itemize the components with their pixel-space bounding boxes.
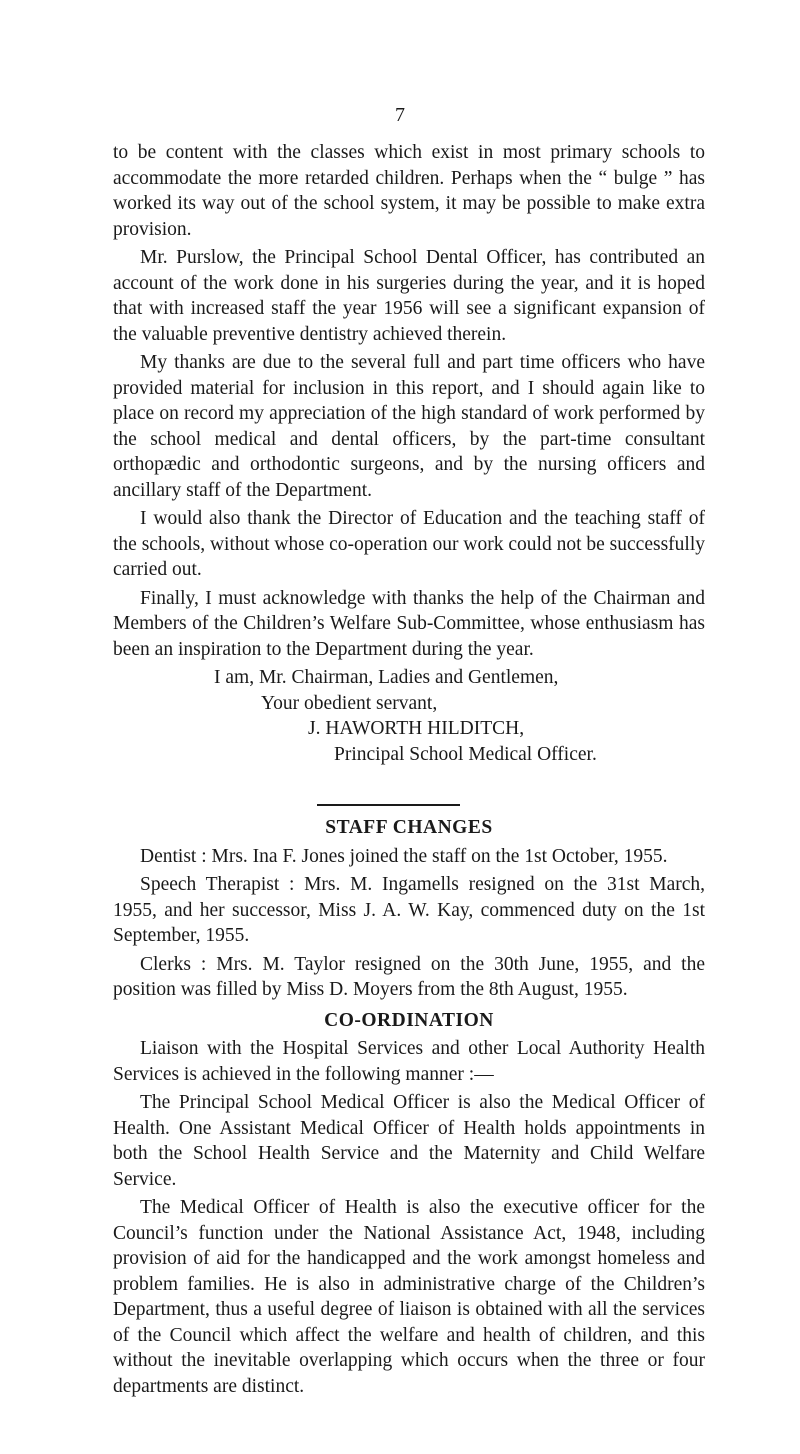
intro-paragraph-2: Mr. Purslow, the Principal School Dental Officer, has contributed an account of the work done in his surgeries during the year, and it is hoped that with increased staff the year 1956 will see a significant expansion of the valuable preventive dentistry achieved therein. <box>113 247 705 345</box>
staff-change-dentist: Dentist : Mrs. Ina F. Jones joined the staff on the 1st October, 1955. <box>140 845 668 867</box>
closing-signatory: J. HAWORTH HILDITCH, <box>308 718 525 739</box>
intro-paragraph-4: I would also thank the Director of Education and the teaching staff of the schools, without whose co-operation our work could not be successfully carried out. <box>113 508 705 580</box>
intro-paragraph-1: to be content with the classes which exist in most primary schools to accommodate the more retarded children. Perhaps when the “ bulge ” has worked its way out of the school system, it may be possible to make extra provision. <box>113 142 705 240</box>
coordination-section <box>113 1008 705 1400</box>
staff-change-clerks: Clerks : Mrs. M. Taylor resigned on the 30th June, 1955, and the position was filled by Miss D. Moyers from the 8th August, 1955. <box>113 953 705 1000</box>
closing-title: Principal School Medical Officer. <box>334 743 597 765</box>
closing-block <box>113 665 705 767</box>
intro-paragraph-5: Finally, I must acknowledge with thanks the help of the Chairman and Members of the Children’s Welfare Sub-Committee, whose enthusiasm has been an inspiration to the Department during the year. <box>113 587 705 660</box>
coordination-paragraph-2: The Principal School Medical Officer is also the Medical Officer of Health. One Assistant Medical Officer of Health holds appointments in both the School Health Service and the Maternity and Child Welfare Service. <box>113 1092 705 1190</box>
coordination-heading: CO-ORDINATION <box>324 1009 494 1031</box>
coordination-paragraph-3: The Medical Officer of Health is also the executive officer for the Council’s function under the National Assistance Act, 1948, including provision of aid for the handicapped and the work amongst homeless and problem families. He is also in administrative charge of the Children’s Department, thus a useful degree of liaison is obtained with all the services of the Council which affect the welfare and health of children, and this without the inevitable overlapping which occurs when the three or four departments are distinct. <box>113 1197 705 1397</box>
staff-changes-heading: STAFF CHANGES <box>325 817 493 838</box>
coordination-paragraph-1: Liaison with the Hospital Services and other Local Authority Health Services is achieved in the following manner :— <box>113 1038 705 1085</box>
intro-paragraph-3: My thanks are due to the several full and part time officers who have provided material for inclusion in this report, and I should again like to place on record my appreciation of the high standard of work performed by the school medical and dental officers, by the part-time consultant orthopædic and orthodontic surgeons, and by the nursing officers and ancillary staff of the Department. <box>113 352 705 501</box>
page-body <box>113 140 705 1399</box>
closing-valediction: Your obedient servant, <box>261 692 438 714</box>
section-divider <box>317 804 460 806</box>
page-number: 7 <box>395 104 405 126</box>
staff-change-speech-therapist: Speech Therapist : Mrs. M. Ingamells resigned on the 31st March, 1955, and her successor, Miss J. A. W. Kay, commenced duty on the 1st September, 1955. <box>113 874 705 946</box>
staff-changes-section <box>113 815 705 1003</box>
closing-salutation: I am, Mr. Chairman, Ladies and Gentlemen, <box>214 667 559 688</box>
